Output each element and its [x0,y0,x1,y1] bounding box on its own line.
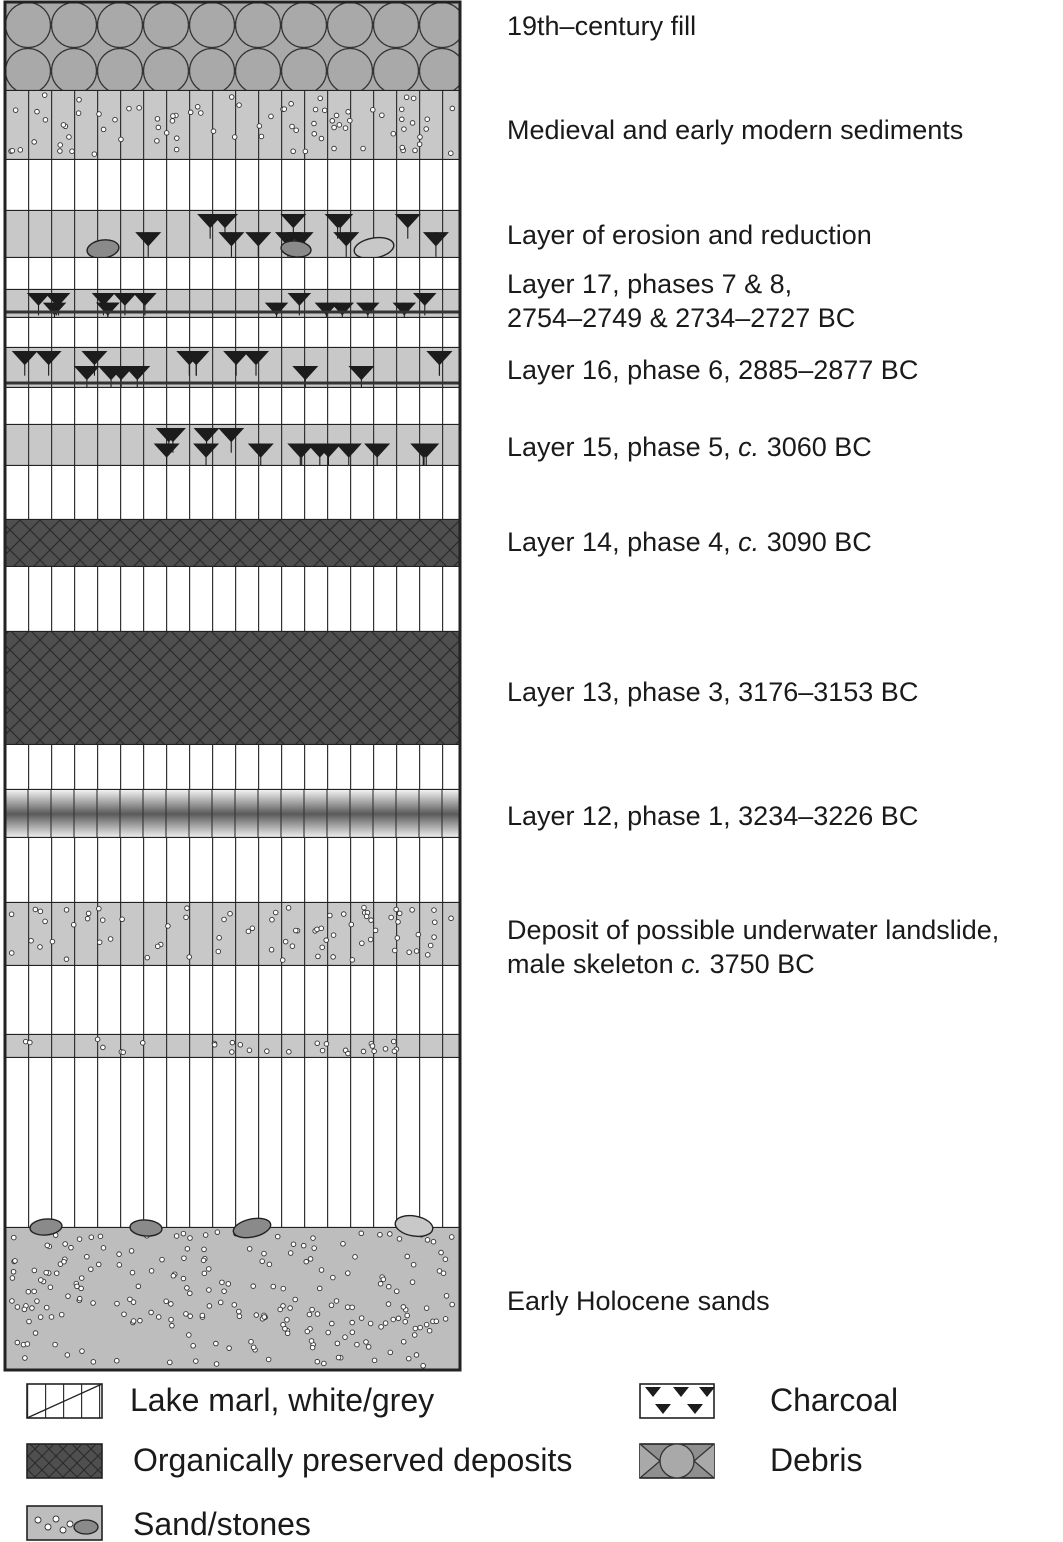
label-landslide-deposit: Deposit of possible underwater landslide, male skeleton c. 3750 BC [507,915,1000,979]
legend-label-lake-marl: Lake marl, white/grey [130,1382,435,1418]
label-layer-15: Layer 15, phase 5, c. 3060 BC [507,432,872,462]
label-early-holocene-sands: Early Holocene sands [507,1286,770,1316]
legend-swatch-lake-marl [27,1384,102,1418]
sand-grain [35,1517,41,1523]
label-erosion-layer: Layer of erosion and reduction [507,220,872,250]
legend-swatch-charcoal [640,1384,715,1418]
legend-swatch-debris [640,1444,714,1478]
label-medieval-sediments: Medieval and early modern sediments [507,115,964,145]
sand-grain [60,1527,66,1533]
legend-swatch-sand [27,1506,102,1540]
stone [74,1520,98,1534]
sand-grain [45,1524,51,1530]
label-layer-13: Layer 13, phase 3, 3176–3153 BC [507,677,919,707]
label-layer-17: Layer 17, phases 7 & 8, 2754–2749 & 2734–2727 BC [507,269,856,333]
legend-label-debris: Debris [770,1442,863,1478]
label-layer-12: Layer 12, phase 1, 3234–3226 BC [507,801,919,831]
label-19th-century-fill: 19th–century fill [507,11,697,41]
legend-label-sand: Sand/stones [133,1506,311,1542]
label-layer-14: Layer 14, phase 4, c. 3090 BC [507,527,872,557]
sand-grain [53,1516,59,1522]
legend-label-charcoal: Charcoal [770,1382,899,1418]
label-layer-16: Layer 16, phase 6, 2885–2877 BC [507,355,919,385]
legend-label-organic: Organically preserved deposits [133,1442,573,1478]
legend-swatch-organic [27,1444,102,1478]
sand-grain [67,1521,73,1527]
